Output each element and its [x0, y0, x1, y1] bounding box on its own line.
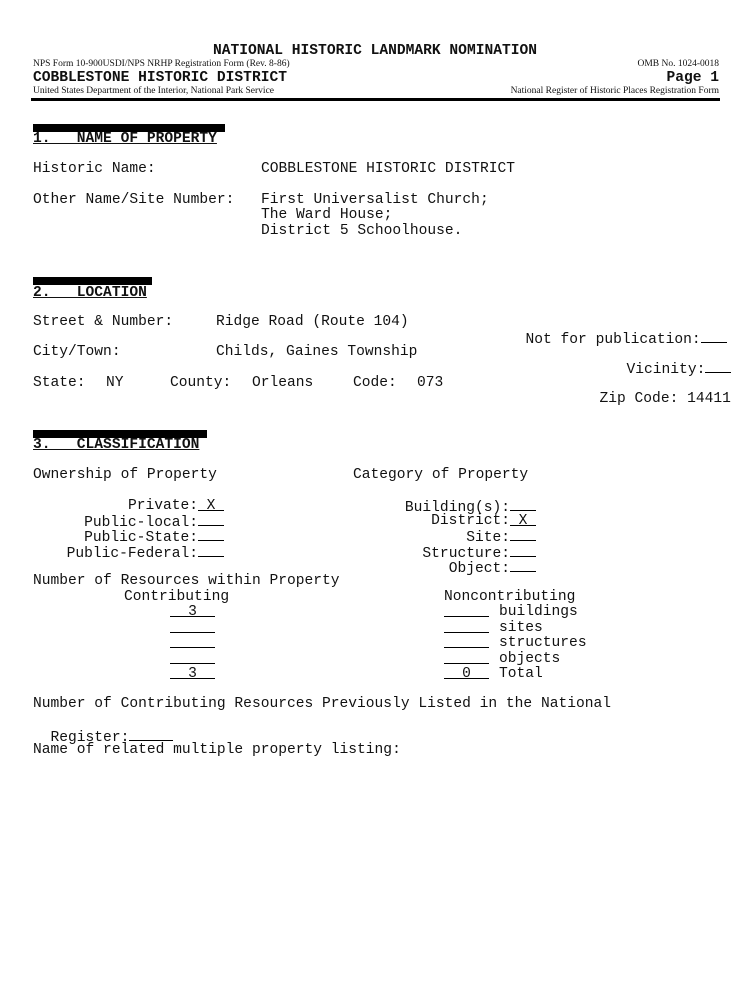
code-value: 073: [417, 375, 444, 391]
city-value: Childs, Gaines Township: [216, 344, 418, 360]
state-label: State:: [33, 375, 86, 391]
not-for-publication-label: Not for publication:: [525, 332, 701, 348]
contributing-count[interactable]: [170, 635, 215, 648]
zip-code: [582, 375, 731, 407]
street-value: Ridge Road (Route 104): [216, 314, 409, 330]
category-label: Object:: [448, 561, 510, 577]
category-mark[interactable]: [510, 559, 536, 572]
category-row: [431, 543, 536, 577]
ownership-heading: Ownership of Property: [33, 467, 217, 483]
district-name-header: COBBLESTONE HISTORIC DISTRICT: [33, 70, 287, 86]
category-label: Site:: [466, 530, 510, 546]
category-label: Structure:: [422, 546, 510, 562]
related-listing-label: Name of related multiple property listing:: [33, 742, 401, 758]
resource-type: buildings: [499, 604, 578, 620]
ownership-label: Public-Federal:: [66, 546, 198, 562]
historic-name-label: Historic Name:: [33, 161, 156, 177]
not-for-publication-blank[interactable]: [701, 330, 727, 343]
section-2-bar: [33, 277, 152, 285]
noncontributing-count[interactable]: [444, 604, 489, 617]
contributing-total[interactable]: 3: [170, 666, 215, 679]
city-label: City/Town:: [33, 344, 121, 360]
not-for-publication: [508, 314, 727, 348]
omb-number: OMB No. 1024-0018: [637, 59, 719, 69]
resources-heading: Number of Resources within Property: [33, 573, 340, 589]
ownership-mark[interactable]: X: [198, 498, 224, 511]
noncontributing-count[interactable]: [444, 620, 489, 633]
register-label: Register:: [50, 730, 130, 746]
previously-listed-text: Number of Contributing Resources Previously Listed in the National: [33, 696, 612, 712]
county-label: County:: [170, 375, 232, 391]
vicinity-blank[interactable]: [705, 360, 731, 373]
historic-name-value: COBBLESTONE HISTORIC DISTRICT: [261, 161, 515, 177]
code-label: Code:: [353, 375, 397, 391]
ownership-label: Private:: [127, 498, 198, 514]
category-heading: Category of Property: [353, 467, 529, 483]
contributing-heading: Contributing: [124, 589, 230, 605]
vicinity-label: Vicinity:: [626, 362, 706, 378]
form-main-title: NATIONAL HISTORIC LANDMARK NOMINATION: [212, 43, 538, 59]
noncontributing-count[interactable]: [444, 651, 489, 664]
noncontributing-count[interactable]: [444, 635, 489, 648]
other-name-line: District 5 Schoolhouse.: [261, 223, 463, 239]
previously-listed-register: [33, 712, 173, 746]
section-2-title: 2. LOCATION: [33, 285, 147, 301]
form-number: NPS Form 10-900USDI/NPS NRHP Registration Form (Rev. 8-86): [33, 59, 290, 69]
vicinity: [609, 344, 731, 378]
noncontributing-total[interactable]: 0: [444, 666, 489, 679]
ownership-label: Public-local:: [84, 515, 198, 531]
contributing-count[interactable]: [170, 620, 215, 633]
page-number: Page 1: [666, 70, 719, 86]
zip-value: 14411: [687, 391, 731, 407]
resource-type-total: Total: [499, 666, 543, 682]
category-label: District:: [431, 513, 510, 529]
other-name-line: The Ward House;: [261, 207, 393, 223]
other-name-line: First Universalist Church;: [261, 192, 489, 208]
county-value: Orleans: [252, 375, 314, 391]
category-label: Building(s):: [404, 500, 510, 516]
resource-type: objects: [499, 651, 561, 667]
ownership-mark[interactable]: [198, 544, 224, 557]
state-value: NY: [106, 375, 124, 391]
register-blank[interactable]: [129, 728, 173, 741]
resource-type: structures: [499, 635, 587, 651]
ownership-label: Public-State:: [84, 530, 198, 546]
section-3-title: 3. CLASSIFICATION: [33, 437, 200, 453]
zip-label: Zip Code:: [599, 391, 679, 407]
section-1-title: 1. NAME OF PROPERTY: [33, 131, 217, 147]
department-name: United States Department of the Interior, National Park Service: [33, 86, 275, 96]
register-form-name: National Register of Historic Places Registration Form: [510, 86, 719, 96]
street-label: Street & Number:: [33, 314, 174, 330]
ownership-row: [49, 528, 224, 562]
contributing-count[interactable]: [170, 651, 215, 664]
contributing-count[interactable]: 3: [170, 604, 215, 617]
other-name-label: Other Name/Site Number:: [33, 192, 235, 208]
resource-type: sites: [499, 620, 543, 636]
category-mark[interactable]: X: [510, 513, 536, 526]
header-rule: [31, 98, 720, 101]
noncontributing-heading: Noncontributing: [444, 589, 576, 605]
